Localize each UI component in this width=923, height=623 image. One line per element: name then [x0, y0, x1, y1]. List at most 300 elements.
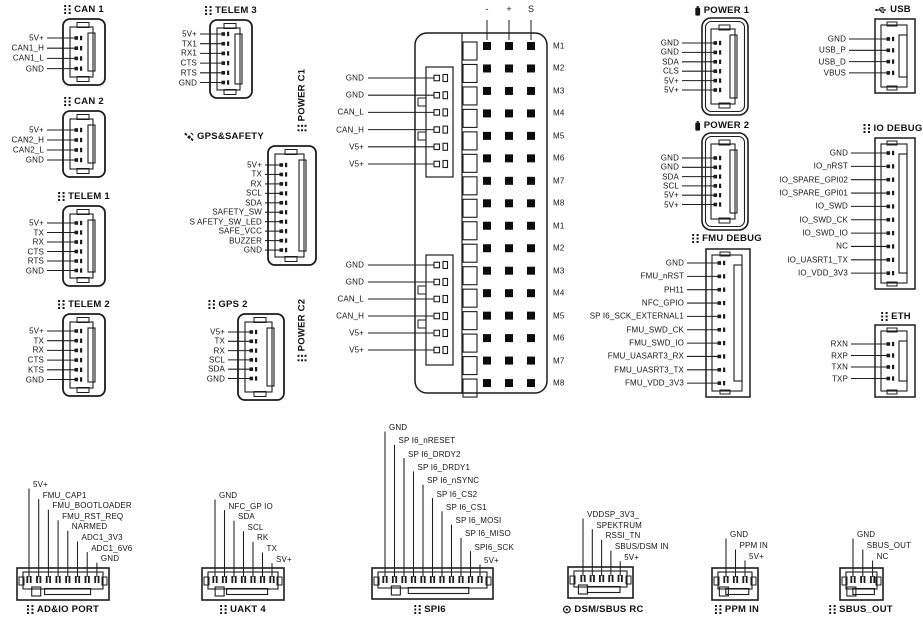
pin-contact	[80, 128, 82, 132]
pin-contact	[395, 576, 397, 583]
signal-pad	[527, 379, 535, 387]
adio-port-pin-label: GND	[100, 554, 120, 564]
pin-contact	[723, 274, 725, 278]
left-tab	[418, 286, 426, 294]
power2-title-label: POWER 2	[703, 120, 750, 131]
gps2-pin-label: TX	[214, 336, 225, 346]
pin-contact	[727, 576, 729, 583]
pin-contact	[471, 576, 473, 583]
usb-inner-housing	[881, 25, 907, 87]
signal-pad	[483, 244, 491, 252]
key-slot	[267, 328, 274, 386]
power2-pin-label: 5V+	[664, 200, 679, 209]
usb-title-label: USB	[890, 4, 911, 15]
pin-contact	[714, 156, 718, 160]
fmu-debug-pin-label: FMU_UASART3_RX	[607, 351, 684, 361]
pad-slot	[463, 109, 477, 127]
pad-slot	[463, 42, 477, 60]
signal-pad	[483, 42, 491, 50]
pin-contact	[477, 576, 479, 583]
motor-row-label: M6	[553, 333, 565, 343]
pin-bracket	[443, 92, 448, 99]
pin-contact	[56, 576, 58, 583]
io-debug-title-label: IO DEBUG	[873, 123, 923, 134]
motor-column-header: +	[506, 4, 512, 14]
telem1-connector-body	[47, 206, 105, 286]
pin-contact	[285, 210, 287, 214]
pin-contact	[892, 37, 894, 41]
pin-contact	[887, 258, 891, 262]
adio-port-pin-label: FMU_BOOTLOADER	[52, 501, 132, 511]
pin-contact	[80, 339, 82, 343]
key-slot	[730, 150, 737, 213]
pin-contact	[250, 330, 254, 334]
gps-safety-connector-body	[265, 146, 316, 265]
pin-contact	[280, 163, 284, 167]
gps-safety-title-label: GPS&SAFETY	[197, 131, 264, 142]
signal-pad	[505, 64, 513, 72]
gps-safety-inner-housing	[275, 154, 304, 257]
can2-pin-label: 5V+	[29, 125, 44, 135]
power2-title	[695, 120, 750, 131]
pin-contact	[618, 575, 620, 582]
telem1-pin-label: RTS	[27, 256, 44, 266]
pin-contact	[392, 576, 394, 583]
pin-contact	[714, 175, 718, 179]
pin-contact	[40, 576, 42, 583]
pin-contact	[873, 576, 875, 583]
can2-pin-label: GND	[25, 155, 44, 165]
pad-slot	[463, 357, 477, 375]
pin-contact	[887, 377, 891, 381]
pin-contact	[434, 313, 440, 319]
io-debug-pin-label: IO_SPARE_GPI02	[779, 175, 848, 185]
can1-pin-label: GND	[25, 64, 44, 74]
telem2-outer-shell	[63, 314, 105, 396]
pin-contact	[887, 231, 891, 235]
power_c2-pin-label: V5+	[349, 345, 364, 355]
pin-bracket	[443, 347, 448, 354]
pin-contact	[80, 221, 82, 225]
pin-contact	[887, 151, 891, 155]
satellite-icon	[184, 132, 194, 142]
motor-row-label: M3	[553, 86, 565, 96]
pin-contact	[723, 354, 725, 358]
pin-contact	[723, 381, 725, 385]
pin-bracket	[443, 296, 448, 303]
pin-contact	[75, 329, 79, 333]
key-slot	[730, 35, 737, 98]
pin-contact	[887, 71, 891, 75]
io-debug-pin-label: IO_nRST	[813, 161, 848, 171]
pad-slot	[463, 312, 477, 330]
pin-header-icon	[64, 97, 71, 106]
telem1-pin-label: 5V+	[29, 218, 44, 228]
power2-pin-label: 5V+	[664, 190, 679, 200]
pin-contact	[612, 575, 614, 582]
pin-header-icon	[64, 5, 71, 14]
power2-connector-body	[682, 133, 748, 230]
pin-contact	[255, 330, 257, 334]
spi6-pin-label: GND	[389, 423, 408, 432]
telem3-pin-label: TX1	[181, 39, 197, 49]
pin-contact	[870, 576, 872, 583]
signal-pad	[483, 267, 491, 275]
pin-contact	[434, 144, 440, 150]
pin-contact	[892, 178, 894, 182]
pin-contact	[434, 262, 440, 268]
gps-safety-pin-label: 5V+	[247, 160, 262, 170]
telem3-title-label: TELEM 3	[215, 5, 257, 16]
pin-contact	[75, 358, 79, 362]
dsm-sbus-rc-pin-label: SPEKTRUM	[596, 520, 642, 530]
pin-contact	[580, 575, 582, 582]
power_c2-connector-body	[368, 255, 453, 365]
pin-contact	[88, 576, 90, 583]
can1-title-label: CAN 1	[74, 4, 104, 15]
key-slot	[88, 328, 95, 382]
signal-pad	[527, 154, 535, 162]
pin-contact	[723, 288, 725, 292]
power2-pin-label: GND	[660, 162, 679, 172]
power_c1-title-label: POWER C1	[296, 68, 308, 122]
power1-pin-label: 5V+	[664, 85, 679, 95]
gps2-pin-label: V5+	[210, 327, 225, 337]
dsm-sbus-rc-pin-label: SBUS/DSM IN	[614, 542, 669, 552]
pin-contact	[892, 365, 894, 369]
pin-header-icon	[881, 312, 888, 321]
io-debug-connector-body	[851, 138, 915, 289]
can1-pin-label: CAN1_H	[11, 43, 44, 53]
motor-row-label: M5	[553, 131, 565, 141]
signal-pad	[505, 199, 513, 207]
power1-title	[695, 5, 750, 16]
motor-row-label: M5	[553, 311, 565, 321]
power_c1-pin-label: V5+	[349, 142, 364, 152]
pin-contact	[719, 60, 721, 64]
pin-contact	[80, 56, 82, 60]
pin-contact	[602, 575, 604, 582]
signal-pad	[527, 267, 535, 275]
pin-contact	[85, 576, 87, 583]
pin-contact	[719, 184, 721, 188]
pin-contact	[26, 576, 28, 583]
pin-contact	[80, 158, 82, 162]
pin-contact	[235, 576, 237, 583]
pin-bracket	[443, 109, 448, 116]
pin-contact	[718, 261, 722, 265]
spi6-pin-label: SP I6_DRDY2	[408, 449, 461, 459]
pin-contact	[280, 239, 284, 243]
adio-port-title	[27, 604, 99, 615]
pin-contact	[222, 32, 226, 36]
pad-slot	[463, 289, 477, 307]
pin-contact	[887, 205, 891, 209]
pin-contact	[285, 172, 287, 176]
pin-contact	[75, 231, 79, 235]
pin-contact	[285, 163, 287, 167]
pin-bracket	[443, 161, 448, 168]
pin-contact	[263, 576, 265, 583]
pin-contact	[94, 576, 96, 583]
pin-contact	[273, 576, 275, 583]
pad-slot	[463, 334, 477, 352]
signal-pad	[505, 222, 513, 230]
gps2-title-label: GPS 2	[218, 299, 248, 310]
fmu-debug-pin-label: NFC_GPIO	[641, 298, 684, 308]
pin-contact	[75, 259, 79, 263]
pin-contact	[718, 341, 722, 345]
pin-contact	[854, 576, 856, 583]
pin-contact	[892, 244, 894, 248]
pin-contact	[718, 328, 722, 332]
pin-header-icon	[208, 300, 215, 309]
pin-contact	[892, 231, 894, 235]
pin-contact	[887, 354, 891, 358]
spi6-pin-label: SP I6_CS1	[446, 502, 487, 512]
fmu-debug-pin-label: SP I6_SCK_EXTERNAL1	[589, 311, 684, 321]
pin-contact	[892, 342, 894, 346]
pin-header-icon	[298, 354, 307, 361]
pin-contact	[285, 191, 287, 195]
pin-contact	[80, 138, 82, 142]
power1-pin-label: CLS	[662, 66, 679, 76]
uakt4-pin-label: SCL	[247, 522, 264, 532]
pin-contact	[892, 271, 894, 275]
key-slot	[88, 33, 95, 71]
ppm-in-pin-label: PPM IN	[739, 541, 768, 550]
pin-header-icon	[414, 605, 421, 614]
pin-contact	[887, 178, 891, 182]
pin-contact	[434, 110, 440, 116]
signal-pad	[527, 177, 535, 185]
motor-row-label: M7	[553, 356, 565, 366]
can2-connector-body	[47, 111, 105, 177]
signal-pad	[505, 109, 513, 117]
fmu-debug-pin-label: FMU_UASRT3_TX	[614, 365, 684, 375]
sbus-out-pin-label: GND	[857, 530, 876, 539]
power1-inner-housing	[711, 29, 735, 104]
pin-contact	[719, 88, 721, 92]
pin-contact	[719, 193, 721, 197]
key-slot	[88, 220, 95, 272]
motor-row-label: M8	[553, 198, 565, 208]
uakt4-pin-label: NFC_GP IO	[228, 501, 273, 511]
can2-title-label: CAN 2	[74, 96, 104, 107]
signal-pad	[505, 379, 513, 387]
pin-contact	[433, 576, 435, 583]
power1-title-label: POWER 1	[703, 5, 750, 16]
telem2-pin-label: TX	[33, 336, 44, 346]
pin-contact	[80, 230, 82, 234]
usb-title	[875, 4, 911, 15]
eth-pin-label: TXN	[831, 362, 848, 372]
power_c2-pin-label: GND	[345, 260, 364, 270]
spi6-pin-label: SPI6_SCK	[474, 542, 514, 552]
uakt4-pin-label: GND	[219, 491, 238, 500]
telem2-pin-label: RX	[32, 345, 44, 355]
sbus-out-pin-label: NC	[876, 552, 889, 561]
telem2-title-label: TELEM 2	[68, 299, 110, 310]
pad-slot	[463, 267, 477, 285]
pin-contact	[742, 576, 744, 583]
pin-contact	[75, 269, 79, 273]
eth-inner-housing	[881, 331, 907, 391]
pin-contact	[590, 575, 592, 582]
signal-pad	[505, 267, 513, 275]
pin-contact	[887, 49, 891, 53]
spi6-pin-label: SP I6_MOSI	[455, 516, 502, 526]
pin-contact	[250, 340, 254, 344]
battery-icon	[695, 121, 701, 131]
power_c1-housing	[426, 67, 453, 177]
pin-header-icon	[27, 605, 34, 614]
pin-contact	[227, 51, 229, 55]
pin-contact	[250, 576, 252, 583]
pin-contact	[285, 238, 287, 242]
pin-contact	[892, 191, 894, 195]
pad-slot	[463, 87, 477, 105]
pin-contact	[887, 37, 891, 41]
telem1-pin-label: RX	[32, 237, 44, 247]
pin-header-icon	[829, 605, 836, 614]
uakt4-pin-label: TX	[266, 544, 278, 553]
signal-pad	[483, 109, 491, 117]
adio-port-pin-label: NARMED	[71, 522, 108, 532]
signal-pad	[483, 289, 491, 297]
power_c1-title	[297, 69, 308, 132]
pin-contact	[75, 138, 79, 142]
signal-pad	[505, 132, 513, 140]
signal-pad	[527, 334, 535, 342]
eth-connector-body	[851, 325, 915, 397]
eth-title	[881, 311, 911, 322]
pin-contact	[887, 342, 891, 346]
adio-port-pin-label: ADC1_6V6	[91, 543, 133, 553]
pin-header-icon	[58, 192, 65, 201]
telem2-pin-label: 5V+	[29, 326, 44, 336]
power_c2-pin-label: CAN_H	[336, 311, 364, 321]
pin-contact	[49, 576, 51, 583]
signal-pad	[483, 222, 491, 230]
pin-contact	[75, 67, 79, 71]
spi6-pin-label: SP I6_nSYNC	[427, 476, 480, 486]
pin-contact	[887, 191, 891, 195]
adio-port-title-label: AD&IO PORT	[36, 604, 100, 615]
motor-row-label: M2	[553, 63, 565, 73]
pin-contact	[723, 576, 725, 583]
gps-safety-pin-label: SAFETY_SW	[212, 207, 262, 217]
usb-pin-label: VBUS	[823, 68, 846, 78]
fmu-debug-inner-housing	[712, 255, 742, 391]
power_c2-title-label: POWER C2	[296, 298, 308, 352]
pin-contact	[434, 279, 440, 285]
uakt4-title-label: UAKT 4	[230, 604, 266, 615]
pin-bracket	[443, 262, 448, 269]
telem3-pin-label: RTS	[180, 68, 197, 78]
pin-contact	[599, 575, 601, 582]
signal-pad	[527, 42, 535, 50]
pin-contact	[723, 368, 725, 372]
pin-contact	[75, 46, 79, 50]
power_c1-pin-label: GND	[345, 73, 364, 83]
io-debug-pin-label: NC	[836, 241, 848, 251]
pin-bracket	[443, 330, 448, 337]
telem2-pin-label: KTS	[27, 365, 44, 375]
pin-contact	[227, 32, 229, 36]
adio-port-pin-label: ADC1_3V3	[81, 533, 123, 542]
pad-slot	[463, 177, 477, 195]
pin-contact	[280, 210, 284, 214]
left-tab	[418, 132, 426, 140]
left-tab	[418, 98, 426, 106]
pin-contact	[75, 368, 79, 372]
telem3-pin-label: GND	[178, 78, 197, 87]
dsm-sbus-rc-title	[562, 604, 643, 615]
pin-contact	[75, 158, 79, 162]
spi6-title	[414, 604, 446, 615]
pin-contact	[714, 203, 718, 207]
pin-contact	[718, 275, 722, 279]
pin-contact	[723, 314, 725, 318]
telem3-connector-body	[200, 20, 252, 98]
fmu-debug-pin-label: FMU_VDD_3V3	[624, 378, 684, 388]
pin-contact	[434, 92, 440, 98]
motor-row-label: M6	[553, 153, 565, 163]
pin-contact	[424, 576, 426, 583]
pin-contact	[719, 165, 721, 169]
power2-pin-label: GND	[660, 153, 679, 163]
pin-contact	[280, 173, 284, 177]
motor-row-label: M3	[553, 266, 565, 276]
spi6-pin-label: 5V+	[484, 556, 499, 565]
pin-contact	[382, 576, 384, 583]
pin-contact	[231, 576, 233, 583]
pin-contact	[736, 576, 738, 583]
key-slot	[899, 341, 907, 381]
pin-contact	[892, 151, 894, 155]
pin-contact	[892, 204, 894, 208]
motor-column-header: S	[527, 4, 535, 14]
signal-pad	[527, 222, 535, 230]
fmu-debug-pin-label: FMU_nRST	[640, 271, 684, 281]
signal-pad	[483, 177, 491, 185]
pin-contact	[212, 576, 214, 583]
adio-port-pin-label: FMU_CAP1	[42, 490, 87, 500]
pin-contact	[411, 576, 413, 583]
telem2-pin-label: CTS	[27, 355, 44, 365]
latch-box	[391, 586, 400, 595]
key-slot	[899, 35, 907, 77]
fmu-debug-pin-label: GND	[665, 258, 684, 268]
io-debug-pin-label: IO_SWD_IO	[802, 228, 848, 238]
pin-contact	[80, 377, 82, 381]
dsm-sbus-rc-outer-shell	[568, 567, 633, 598]
signal-pad	[483, 334, 491, 342]
signal-pad	[483, 199, 491, 207]
pin-contact	[434, 347, 440, 353]
pin-contact	[723, 328, 725, 332]
pin-contact	[75, 339, 79, 343]
signal-pad	[505, 154, 513, 162]
pin-bracket	[443, 143, 448, 150]
pin-contact	[250, 358, 254, 362]
pin-contact	[244, 576, 246, 583]
pin-contact	[285, 229, 287, 233]
power1-connector-body	[682, 18, 748, 115]
pin-contact	[887, 271, 891, 275]
pin-contact	[80, 148, 82, 152]
